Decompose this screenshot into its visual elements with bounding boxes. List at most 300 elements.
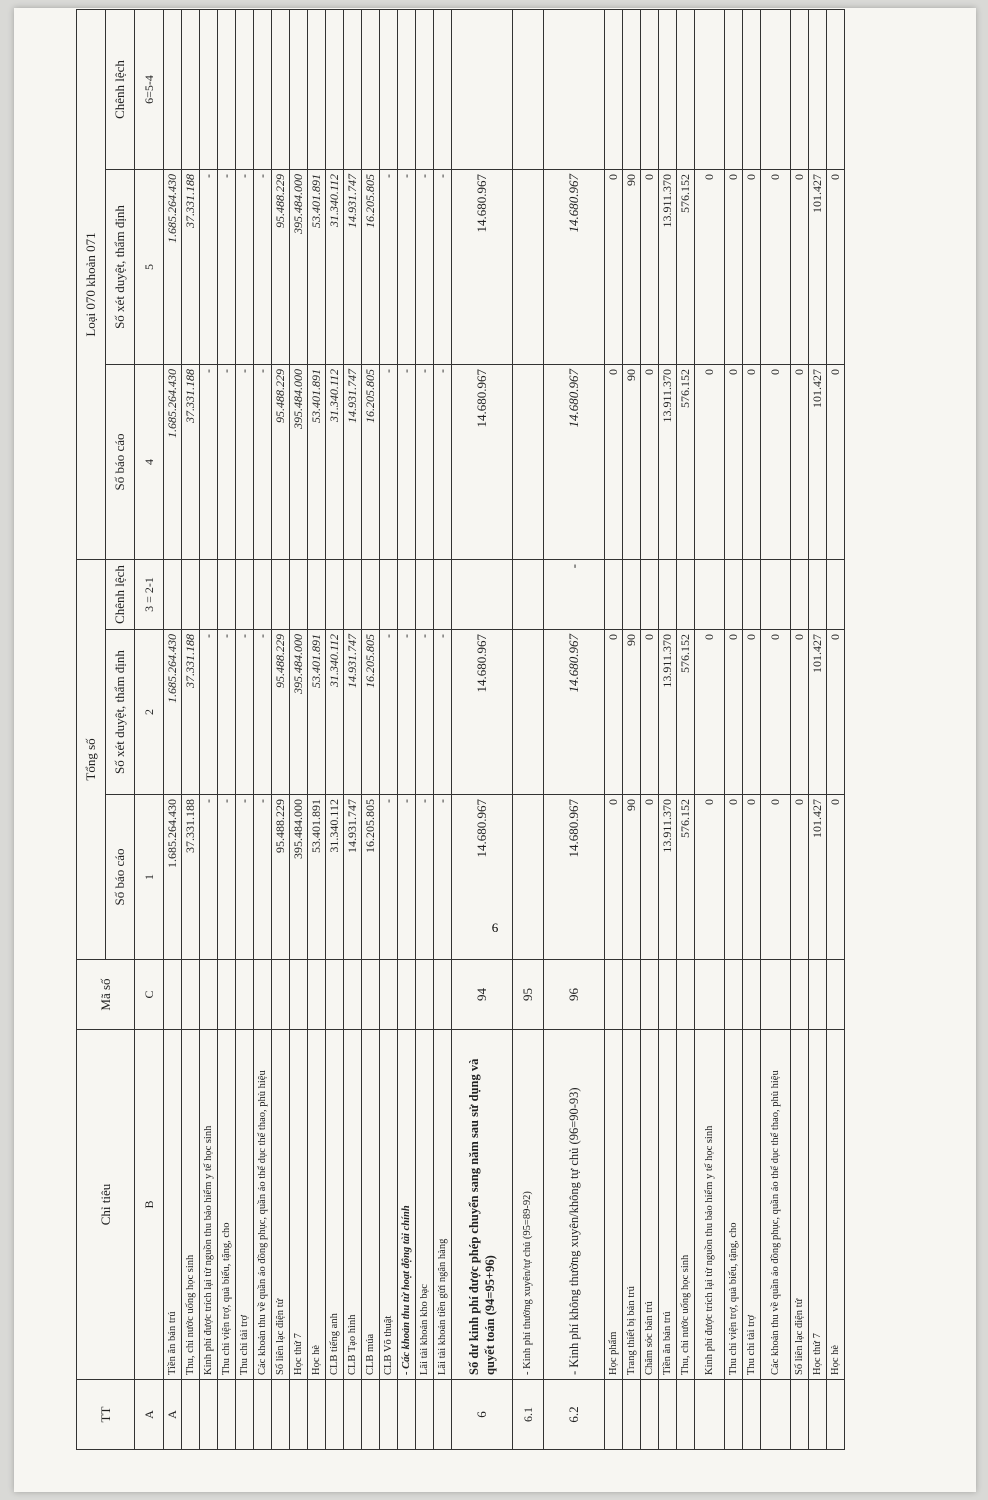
col-index-b: B <box>135 1030 164 1380</box>
row-value-reported: 0 <box>725 795 743 960</box>
row-code <box>200 960 218 1030</box>
table-row <box>641 9 659 1449</box>
row-label: Kinh phí được trích lại từ nguồn thu bảo hiểm y tế học sinh <box>200 1030 218 1380</box>
row-code <box>326 960 344 1030</box>
col-index-3: 3 = 2-1 <box>135 559 164 629</box>
row-value-difference <box>182 559 200 629</box>
row-value-difference <box>272 559 290 629</box>
row-value-difference <box>434 559 452 629</box>
table-row <box>827 9 845 1449</box>
row-label: Trang thiết bị bán trú <box>623 1030 641 1380</box>
table-row <box>513 9 544 1449</box>
row-value-difference <box>791 559 809 629</box>
row-value-approved-070: 16.205.805 <box>362 169 380 364</box>
row-label: Học phẩm <box>605 1030 623 1380</box>
row-code <box>398 960 416 1030</box>
row-label: Chăm sóc bán trú <box>641 1030 659 1380</box>
row-value-approved: - <box>218 630 236 795</box>
table-row <box>605 9 623 1449</box>
row-value-reported-070: 395.484.000 <box>290 364 308 559</box>
row-code <box>164 960 182 1030</box>
row-value-reported: - <box>236 795 254 960</box>
row-value-reported-070: 14.680.967 <box>544 364 605 559</box>
row-value-reported: 0 <box>695 795 725 960</box>
table-row <box>809 9 827 1449</box>
table-row <box>290 9 308 1449</box>
row-value-reported-070: - <box>380 364 398 559</box>
row-value-approved: 95.488.229 <box>272 630 290 795</box>
row-value-difference-070 <box>362 9 380 169</box>
row-label: CLB tiếng anh <box>326 1030 344 1380</box>
row-value-approved-070: - <box>398 169 416 364</box>
row-value-approved: 37.331.188 <box>182 630 200 795</box>
row-code: 95 <box>513 960 544 1030</box>
row-value-difference-070 <box>605 9 623 169</box>
row-value-reported-070: - <box>218 364 236 559</box>
row-value-difference: - <box>544 559 605 629</box>
row-code <box>791 960 809 1030</box>
row-value-approved-070 <box>513 169 544 364</box>
row-label: Học thứ 7 <box>809 1030 827 1380</box>
row-value-reported: 53.401.891 <box>308 795 326 960</box>
row-value-reported-070: 0 <box>761 364 791 559</box>
row-label: Thu chi tài trợ <box>236 1030 254 1380</box>
row-value-reported: - <box>434 795 452 960</box>
col-index-c: C <box>135 960 164 1030</box>
row-code <box>434 960 452 1030</box>
row-value-difference <box>362 559 380 629</box>
row-value-approved-070: 14.680.967 <box>544 169 605 364</box>
row-label: CLB Võ thuật <box>380 1030 398 1380</box>
row-value-difference <box>326 559 344 629</box>
row-value-reported-070: 0 <box>725 364 743 559</box>
row-value-difference-070 <box>452 9 513 169</box>
row-value-approved-070: 0 <box>761 169 791 364</box>
row-tt: 6.2 <box>544 1380 605 1450</box>
row-value-approved-070: 0 <box>725 169 743 364</box>
col-index-4: 4 <box>135 364 164 559</box>
row-value-difference-070 <box>218 9 236 169</box>
row-tt: 6.1 <box>513 1380 544 1450</box>
row-value-difference <box>513 559 544 629</box>
table-row <box>236 9 254 1449</box>
row-value-approved-070: - <box>434 169 452 364</box>
row-value-difference-070 <box>254 9 272 169</box>
col-index-6: 6=5-4 <box>135 9 164 169</box>
row-value-approved-070: 31.340.112 <box>326 169 344 364</box>
row-value-reported-070: 90 <box>623 364 641 559</box>
col-index-2: 2 <box>135 630 164 795</box>
row-code <box>623 960 641 1030</box>
header-so-xet-duyet-2: Số xét duyệt, thẩm định <box>106 169 135 364</box>
row-tt <box>641 1380 659 1450</box>
row-tt <box>725 1380 743 1450</box>
row-value-approved: 53.401.891 <box>308 630 326 795</box>
row-label: Kinh phí được trích lại từ nguồn thu bảo hiểm y tế học sinh <box>695 1030 725 1380</box>
row-tt <box>791 1380 809 1450</box>
row-value-approved: - <box>200 630 218 795</box>
row-value-difference <box>605 559 623 629</box>
row-label: Thu, chi nước uống học sinh <box>182 1030 200 1380</box>
row-label: Số dư kinh phí được phép chuyển sang năm sau sử dụng và quyết toán (94=95+96) <box>452 1030 513 1380</box>
table-row <box>725 9 743 1449</box>
header-loai-khoan: Loại 070 khoản 071 <box>77 9 106 559</box>
row-value-approved: 0 <box>827 630 845 795</box>
row-value-reported-070: - <box>236 364 254 559</box>
table-row <box>380 9 398 1449</box>
row-value-reported: 95.488.229 <box>272 795 290 960</box>
row-label: Sổ liên lạc điện tử <box>272 1030 290 1380</box>
row-value-approved: 14.680.967 <box>544 630 605 795</box>
row-value-difference-070 <box>743 9 761 169</box>
row-value-difference <box>725 559 743 629</box>
row-value-reported-070: 53.401.891 <box>308 364 326 559</box>
row-value-approved: 0 <box>725 630 743 795</box>
row-label: Thu chi viện trợ, quà biếu, tặng, cho <box>725 1030 743 1380</box>
table-row <box>544 9 605 1449</box>
row-code: 94 <box>452 960 513 1030</box>
row-value-approved: - <box>416 630 434 795</box>
row-value-approved-070: - <box>200 169 218 364</box>
row-value-difference-070 <box>326 9 344 169</box>
row-value-reported-070: 0 <box>827 364 845 559</box>
row-value-difference <box>641 559 659 629</box>
row-value-difference <box>308 559 326 629</box>
row-label: Thu, chi nước uống học sinh <box>677 1030 695 1380</box>
row-value-difference <box>236 559 254 629</box>
row-tt <box>659 1380 677 1450</box>
row-value-difference-070 <box>623 9 641 169</box>
row-value-approved-070: - <box>236 169 254 364</box>
row-value-difference-070 <box>200 9 218 169</box>
row-value-reported: 0 <box>827 795 845 960</box>
row-value-difference-070 <box>182 9 200 169</box>
row-value-difference-070 <box>544 9 605 169</box>
row-tt <box>236 1380 254 1450</box>
table-row <box>254 9 272 1449</box>
row-value-reported: - <box>398 795 416 960</box>
row-code <box>695 960 725 1030</box>
row-value-approved-070: 0 <box>641 169 659 364</box>
rotated-table-frame <box>56 0 988 1480</box>
table-row <box>743 9 761 1449</box>
row-value-reported-070: 0 <box>641 364 659 559</box>
row-value-reported: 0 <box>743 795 761 960</box>
row-code <box>182 960 200 1030</box>
row-value-difference-070 <box>164 9 182 169</box>
row-value-reported: 0 <box>791 795 809 960</box>
row-value-approved-070: - <box>218 169 236 364</box>
row-tt <box>605 1380 623 1450</box>
row-value-approved-070: - <box>380 169 398 364</box>
row-value-difference-070 <box>827 9 845 169</box>
row-code <box>362 960 380 1030</box>
table-row <box>623 9 641 1449</box>
row-value-difference <box>344 559 362 629</box>
row-code <box>725 960 743 1030</box>
row-tt <box>695 1380 725 1450</box>
row-tt <box>326 1380 344 1450</box>
row-value-approved: 14.931.747 <box>344 630 362 795</box>
row-value-difference-070 <box>344 9 362 169</box>
row-value-reported-070: 31.340.112 <box>326 364 344 559</box>
row-label: - Kinh phí thường xuyên/tự chủ (95=89-92) <box>513 1030 544 1380</box>
row-value-reported-070: 14.680.967 <box>452 364 513 559</box>
row-value-reported: - <box>218 795 236 960</box>
row-value-approved: - <box>254 630 272 795</box>
table-row <box>452 9 513 1449</box>
row-label: Thu chi tài trợ <box>743 1030 761 1380</box>
row-value-difference-070 <box>725 9 743 169</box>
table-body <box>164 9 845 1449</box>
row-value-difference-070 <box>290 9 308 169</box>
row-value-difference <box>659 559 677 629</box>
row-value-difference <box>416 559 434 629</box>
row-value-approved: 31.340.112 <box>326 630 344 795</box>
row-tt <box>677 1380 695 1450</box>
row-value-reported: - <box>416 795 434 960</box>
row-value-approved: 576.152 <box>677 630 695 795</box>
row-code <box>677 960 695 1030</box>
row-value-reported: 14.680.967 <box>452 795 513 960</box>
row-value-difference-070 <box>695 9 725 169</box>
row-value-reported-070: - <box>416 364 434 559</box>
row-tt <box>308 1380 326 1450</box>
row-code <box>659 960 677 1030</box>
row-value-difference-070 <box>416 9 434 169</box>
row-value-approved-070: 37.331.188 <box>182 169 200 364</box>
row-value-reported-070: - <box>200 364 218 559</box>
row-value-reported-070: 95.488.229 <box>272 364 290 559</box>
row-value-reported-070: 0 <box>605 364 623 559</box>
row-value-reported-070: 576.152 <box>677 364 695 559</box>
row-code <box>827 960 845 1030</box>
row-code <box>416 960 434 1030</box>
row-value-reported-070: 0 <box>695 364 725 559</box>
table-row <box>398 9 416 1449</box>
row-label: Lãi tài khoản tiền gửi ngân hàng <box>434 1030 452 1380</box>
row-value-approved-070: 576.152 <box>677 169 695 364</box>
table-row <box>434 9 452 1449</box>
row-value-reported: 31.340.112 <box>326 795 344 960</box>
page-number: 6 <box>491 920 499 935</box>
row-tt <box>290 1380 308 1450</box>
document-page <box>14 8 976 1492</box>
row-value-approved: 0 <box>791 630 809 795</box>
row-value-difference <box>809 559 827 629</box>
row-value-difference <box>398 559 416 629</box>
row-value-difference <box>677 559 695 629</box>
row-value-difference <box>623 559 641 629</box>
row-value-difference <box>452 559 513 629</box>
header-chenh-lech: Chênh lệch <box>106 559 135 629</box>
row-code <box>605 960 623 1030</box>
row-value-difference <box>200 559 218 629</box>
row-value-difference <box>218 559 236 629</box>
table-row <box>791 9 809 1449</box>
table-row <box>344 9 362 1449</box>
row-value-reported: 14.680.967 <box>544 795 605 960</box>
row-value-approved-070: 14.680.967 <box>452 169 513 364</box>
row-value-approved: - <box>434 630 452 795</box>
row-value-approved: 395.484.000 <box>290 630 308 795</box>
row-value-approved: - <box>398 630 416 795</box>
row-label: Học hè <box>308 1030 326 1380</box>
row-value-approved: 90 <box>623 630 641 795</box>
row-value-reported-070 <box>513 364 544 559</box>
row-value-reported: 90 <box>623 795 641 960</box>
header-so-xet-duyet: Số xét duyệt, thẩm định <box>106 630 135 795</box>
row-value-difference <box>743 559 761 629</box>
row-code <box>272 960 290 1030</box>
row-tt <box>623 1380 641 1450</box>
row-value-difference-070 <box>434 9 452 169</box>
row-tt <box>362 1380 380 1450</box>
col-index-a: A <box>135 1380 164 1450</box>
row-value-reported-070: 16.205.805 <box>362 364 380 559</box>
row-label: - Các khoản thu từ hoạt động tài chính <box>398 1030 416 1380</box>
row-label: Các khoản thu về quần áo đồng phục, quần áo thể dục thể thao, phù hiệu <box>254 1030 272 1380</box>
row-value-reported: 0 <box>605 795 623 960</box>
row-code <box>380 960 398 1030</box>
row-value-reported-070: 0 <box>791 364 809 559</box>
row-tt: A <box>164 1380 182 1450</box>
table-row <box>182 9 200 1449</box>
row-value-difference-070 <box>513 9 544 169</box>
row-value-approved-070: 14.931.747 <box>344 169 362 364</box>
row-value-difference <box>164 559 182 629</box>
row-value-reported-070: 1.685.264.430 <box>164 364 182 559</box>
row-value-reported: 13.911.370 <box>659 795 677 960</box>
row-tt <box>344 1380 362 1450</box>
row-value-difference <box>761 559 791 629</box>
row-value-reported-070: 0 <box>743 364 761 559</box>
row-value-approved-070: 13.911.370 <box>659 169 677 364</box>
row-label: Các khoản thu về quần áo đồng phục, quần áo thể dục thể thao, phù hiệu <box>761 1030 791 1380</box>
row-value-approved: - <box>380 630 398 795</box>
row-value-difference-070 <box>791 9 809 169</box>
row-value-difference <box>254 559 272 629</box>
row-value-reported: - <box>254 795 272 960</box>
row-value-reported: 0 <box>761 795 791 960</box>
row-value-approved-070: 101.427 <box>809 169 827 364</box>
header-so-bao-cao: Số báo cáo <box>106 795 135 960</box>
row-value-approved-070: 95.488.229 <box>272 169 290 364</box>
row-value-reported-070: 13.911.370 <box>659 364 677 559</box>
table-row <box>326 9 344 1449</box>
row-value-approved-070: 1.685.264.430 <box>164 169 182 364</box>
header-tong-so: Tổng số <box>77 559 106 959</box>
row-value-difference-070 <box>308 9 326 169</box>
row-value-approved: 0 <box>695 630 725 795</box>
row-code <box>344 960 362 1030</box>
row-value-reported: 576.152 <box>677 795 695 960</box>
header-chenh-lech-2: Chênh lệch <box>106 9 135 169</box>
header-ma-so: Mã số <box>77 960 135 1030</box>
header-chi-tieu: Chỉ tiêu <box>77 1030 135 1380</box>
row-tt: 6 <box>452 1380 513 1450</box>
row-label: - Kinh phí không thường xuyên/không tự chủ (96=90-93) <box>544 1030 605 1380</box>
row-label: Học hè <box>827 1030 845 1380</box>
row-value-reported: - <box>380 795 398 960</box>
table-row <box>218 9 236 1449</box>
row-value-approved-070: 0 <box>605 169 623 364</box>
row-value-reported-070: 101.427 <box>809 364 827 559</box>
row-value-approved-070: 0 <box>743 169 761 364</box>
row-label: Lãi tài khoản kho bạc <box>416 1030 434 1380</box>
row-label: Sổ liên lạc điện tử <box>791 1030 809 1380</box>
row-value-approved: 16.205.805 <box>362 630 380 795</box>
row-code <box>290 960 308 1030</box>
row-value-approved: 101.427 <box>809 630 827 795</box>
col-index-5: 5 <box>135 169 164 364</box>
row-value-reported: 1.685.264.430 <box>164 795 182 960</box>
row-value-reported-070: 14.931.747 <box>344 364 362 559</box>
row-code <box>641 960 659 1030</box>
row-value-difference-070 <box>677 9 695 169</box>
row-value-approved-070: 0 <box>791 169 809 364</box>
row-tt <box>398 1380 416 1450</box>
row-tt <box>272 1380 290 1450</box>
row-value-difference <box>290 559 308 629</box>
row-value-approved-070: 90 <box>623 169 641 364</box>
row-label: Học thứ 7 <box>290 1030 308 1380</box>
row-code <box>743 960 761 1030</box>
row-value-approved: 0 <box>641 630 659 795</box>
row-label: Thu chi viện trợ, quà biếu, tặng, cho <box>218 1030 236 1380</box>
row-label: Tiền ăn bán trú <box>164 1030 182 1380</box>
row-tt <box>743 1380 761 1450</box>
row-value-difference-070 <box>398 9 416 169</box>
row-value-approved-070: 53.401.891 <box>308 169 326 364</box>
row-value-approved: 0 <box>605 630 623 795</box>
table-row <box>164 9 182 1449</box>
row-value-difference-070 <box>272 9 290 169</box>
row-code <box>761 960 791 1030</box>
row-tt <box>434 1380 452 1450</box>
row-value-difference-070 <box>761 9 791 169</box>
row-code <box>254 960 272 1030</box>
table-row <box>677 9 695 1449</box>
row-value-reported-070: 37.331.188 <box>182 364 200 559</box>
row-label: CLB Tạo hình <box>344 1030 362 1380</box>
table-row <box>308 9 326 1449</box>
row-value-reported-070: - <box>434 364 452 559</box>
row-value-approved-070: - <box>416 169 434 364</box>
row-value-approved: 0 <box>761 630 791 795</box>
row-value-approved-070: 0 <box>695 169 725 364</box>
row-value-difference <box>695 559 725 629</box>
row-tt <box>416 1380 434 1450</box>
row-tt <box>827 1380 845 1450</box>
table-row <box>761 9 791 1449</box>
row-value-approved-070: 395.484.000 <box>290 169 308 364</box>
row-label: Tiền ăn bán trú <box>659 1030 677 1380</box>
row-value-reported-070: - <box>398 364 416 559</box>
row-code <box>218 960 236 1030</box>
budget-settlement-table <box>76 9 845 1450</box>
row-value-reported: 14.931.747 <box>344 795 362 960</box>
row-code <box>308 960 326 1030</box>
row-value-reported: 101.427 <box>809 795 827 960</box>
row-tt <box>218 1380 236 1450</box>
table-row <box>200 9 218 1449</box>
row-value-reported: 395.484.000 <box>290 795 308 960</box>
row-tt <box>200 1380 218 1450</box>
row-tt <box>182 1380 200 1450</box>
row-value-approved-070: 0 <box>827 169 845 364</box>
row-value-reported: 0 <box>641 795 659 960</box>
